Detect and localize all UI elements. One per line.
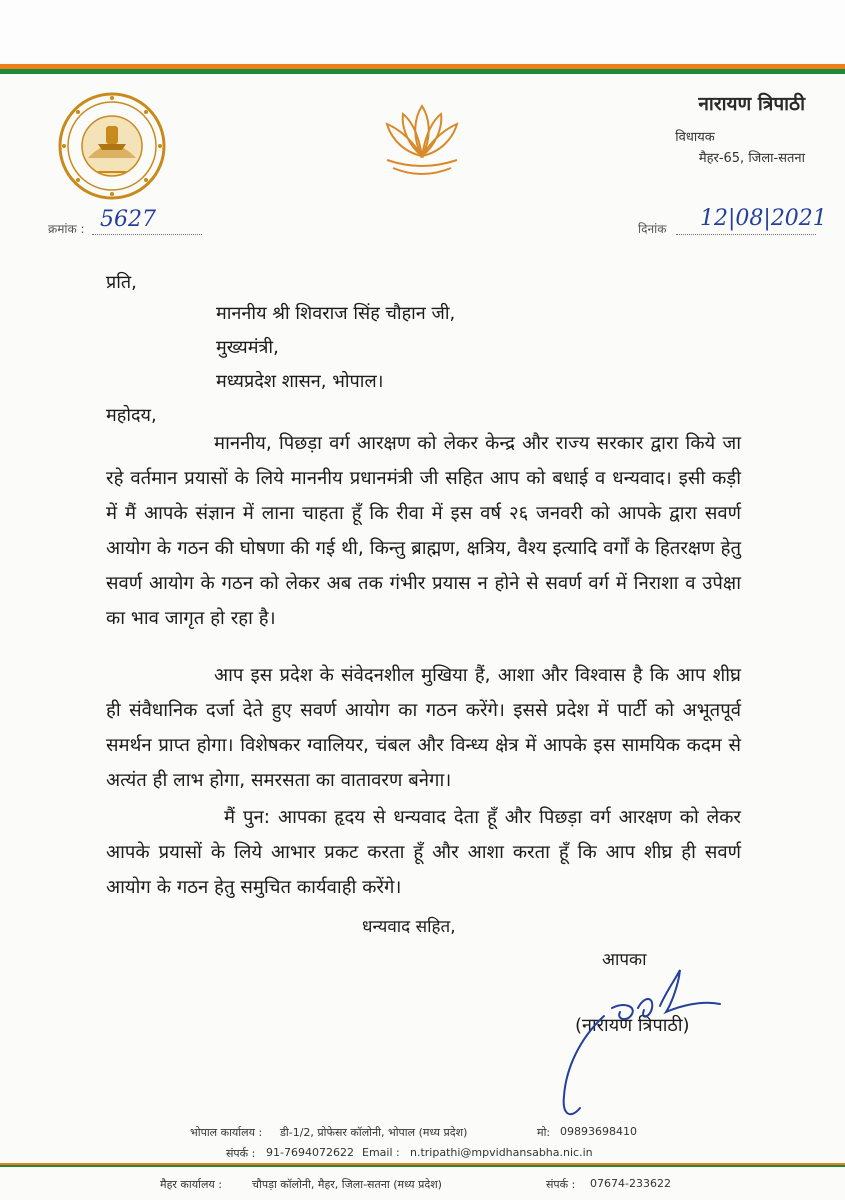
mla-designation: विधायक	[675, 130, 715, 145]
date-dotted-line	[676, 234, 816, 235]
addressee-name: माननीय श्री शिवराज सिंह चौहान जी,	[216, 303, 456, 324]
date-value: 12|08|2021	[700, 206, 827, 231]
to-line: प्रति,	[106, 272, 137, 293]
salutation: महोदय,	[106, 405, 157, 426]
contact-label: संपर्क :	[226, 1147, 256, 1160]
mobile-number: 09893698410	[560, 1125, 637, 1138]
ref-label: क्रमांक :	[48, 222, 85, 236]
yours-line: आपका	[602, 950, 647, 970]
mp-vidhansabha-seal-icon	[58, 92, 166, 200]
maihar-office-label: मैहर कार्यालय :	[160, 1178, 222, 1191]
bhopal-office-label: भोपाल कार्यालय :	[190, 1126, 263, 1139]
body-paragraph-2: आप इस प्रदेश के संवेदनशील मुखिया हैं, आशा और विश्वास है कि आप शीघ्र ही संवैधानिक दर्जा देते हुए सवर्ण आयोग का गठन करेंगे। इससे प्रदेश में पार्टी को अभूतपूर्व समर्थन प्राप्त होगा। विशेषकर ग्वालियर, चंबल और विन्ध्य क्षेत्र में आपके इस सामयिक कदम से अत्यंत ही लाभ होगा, समरसता का वातावरण बनेगा।	[106, 665, 741, 791]
mobile-label: मो:	[537, 1126, 551, 1139]
footer-rule-green	[0, 1165, 845, 1167]
date-label: दिनांक	[638, 222, 667, 236]
closing-line: धन्यवाद सहित,	[362, 917, 456, 937]
ref-dotted-line	[92, 234, 202, 235]
email-label: Email :	[362, 1146, 400, 1159]
addressee-designation: मुख्यमंत्री,	[216, 337, 279, 358]
contact-number: 91-7694072622	[266, 1146, 354, 1159]
bjp-lotus-icon	[373, 98, 471, 184]
mla-constituency: मैहर-65, जिला-सतना	[698, 151, 805, 166]
body-paragraph-3: मैं पुन: आपका हृदय से धन्यवाद देता हूँ और पिछड़ा वर्ग आरक्षण को लेकर आपके प्रयासों के लिये आभार प्रकट करता हूँ और आशा करता हूँ कि आप शीघ्र ही सवर्ण आयोग के गठन हेतु समुचित कार्यवाही करेंगे।	[106, 807, 741, 898]
top-band	[0, 0, 845, 62]
addressee-office: मध्यप्रदेश शासन, भोपाल।	[216, 371, 384, 392]
maihar-office-address: चौपड़ा कॉलोनी, मैहर, जिला-सतना (मध्य प्रदेश)	[252, 1178, 442, 1191]
mla-name: नारायण त्रिपाठी	[698, 93, 805, 115]
maihar-contact-label: संपर्क :	[546, 1178, 576, 1191]
email-address: n.tripathi@mpvidhansabha.nic.in	[410, 1146, 593, 1159]
ref-number: 5627	[100, 207, 156, 232]
body-paragraph-1: माननीय, पिछड़ा वर्ग आरक्षण को लेकर केन्द्र और राज्य सरकार द्वारा किये जा रहे वर्तमान प्रयासों के लिये माननीय प्रधानमंत्री जी सहित आप को बधाई व धन्यवाद। इसी कड़ी में मैं आपके संज्ञान में लाना चाहता हूँ कि रीवा में इस वर्ष २६ जनवरी को आपके द्वारा सवर्ण आयोग के गठन की घोषणा की गई थी, किन्तु ब्राह्मण, क्षत्रिय, वैश्य इत्यादि वर्गों के हितरक्षण हेतु सवर्ण आयोग के गठन को लेकर अब तक गंभीर प्रयास न होने से सवर्ण वर्ग में निराशा व उपेक्षा का भाव जागृत हो रहा है।	[106, 433, 741, 629]
bhopal-office-address: डी-1/2, प्रोफेसर कॉलोनी, भोपाल (मध्य प्रदेश)	[280, 1126, 468, 1139]
maihar-contact-number: 07674-233622	[590, 1177, 671, 1190]
signatory-name: (नारायण त्रिपाठी)	[575, 1015, 690, 1036]
header-rule-green	[0, 69, 845, 74]
handwritten-signature	[520, 948, 780, 1148]
